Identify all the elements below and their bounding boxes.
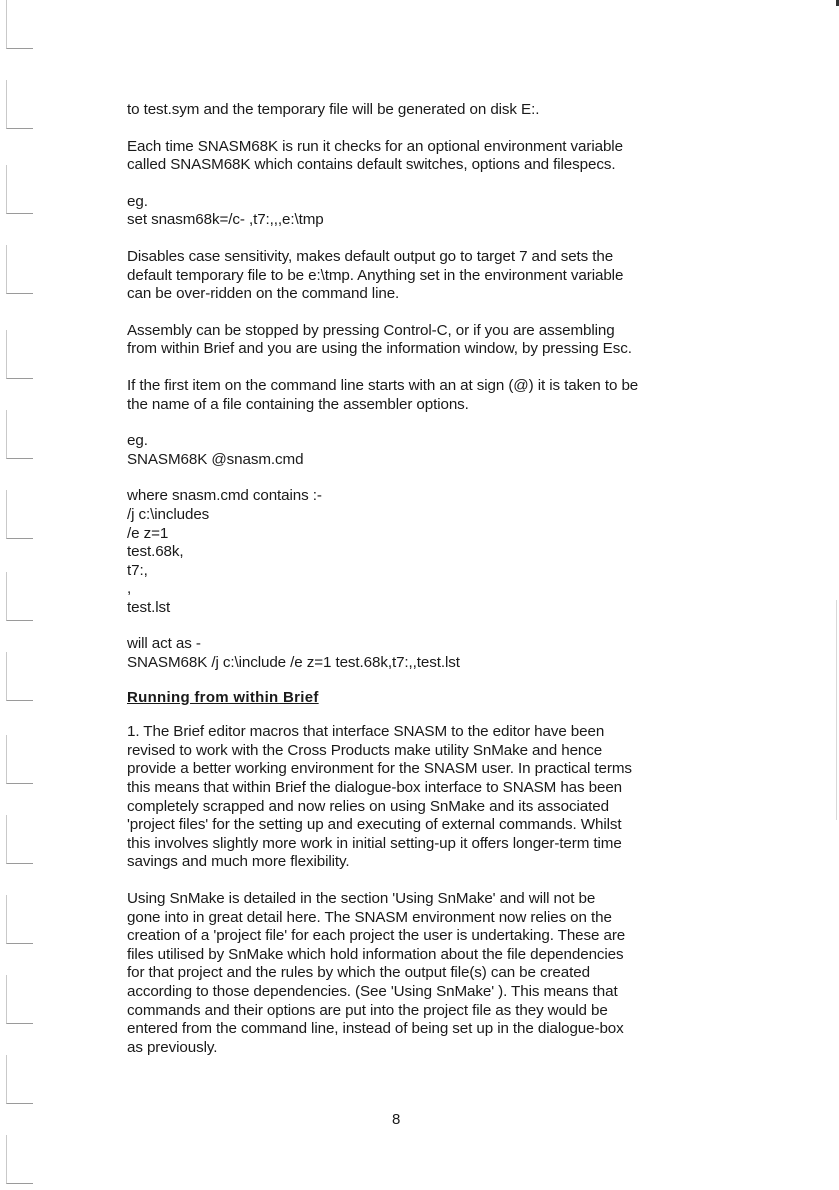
binding-mark <box>6 490 33 539</box>
binding-mark <box>6 80 33 129</box>
page-edge-line <box>836 600 837 820</box>
paragraph: Each time SNASM68K is run it checks for an optional environment variable called SNASM68K which contains default switches, options and filespecs. <box>127 137 623 174</box>
binding-mark <box>6 652 33 701</box>
code-example: eg. set snasm68k=/c- ,t7:,,,e:\tmp <box>127 192 324 229</box>
binding-mark <box>6 330 33 379</box>
binding-mark <box>6 245 33 294</box>
binding-mark <box>6 815 33 864</box>
paragraph: to test.sym and the temporary file will be generated on disk E:. <box>127 101 540 118</box>
paragraph: Using SnMake is detailed in the section 'Using SnMake' and will not be gone into in great detail here. The SNASM environment now relies on the creation of a 'project file' for each project the user is undertaking. These are files utilised by SnMake which hold information about the file dependencies for that project and the rules by which the output file(s) can be created according to those dependencies. (See 'Using SnMake' ). This means that commands and their options are put into the project file as they would be entered from the command line, instead of being set up in the dialogue-box as previously. <box>127 890 626 1056</box>
document-body <box>127 101 727 1057</box>
binding-mark <box>6 975 33 1024</box>
paragraph: Assembly can be stopped by pressing Control-C, or if you are assembling from within Brief and you are using the information window, by pressing Esc. <box>127 321 632 358</box>
code-example: eg. SNASM68K @snasm.cmd <box>127 432 304 468</box>
binding-mark <box>6 735 33 784</box>
code-example: where snasm.cmd contains :- /j c:\includes /e z=1 test.68k, t7:, , test.lst <box>127 487 322 616</box>
binding-mark <box>6 165 33 214</box>
binding-mark <box>6 895 33 944</box>
binding-margin <box>0 0 40 1190</box>
section-heading: Running from within Brief <box>127 688 319 706</box>
paragraph: 1. The Brief editor macros that interface SNASM to the editor have been revised to work with the Cross Products make utility SnMake and hence provide a better working environment for the SNASM user. In practical terms this means that within Brief the dialogue-box interface to SNASM has been completely scrapped and now relies on using SnMake and its associated 'project files' for the setting up and executing of external commands. Whilst this involves slightly more work in initial setting-up it offers longer-term time savings and much more flexibility. <box>127 723 632 871</box>
binding-mark <box>6 0 33 49</box>
binding-mark <box>6 1055 33 1104</box>
page-number: 8 <box>392 1111 401 1128</box>
binding-mark <box>6 410 33 459</box>
binding-mark <box>6 572 33 621</box>
binding-mark <box>6 1135 33 1184</box>
paragraph: If the first item on the command line starts with an at sign (@) it is taken to be the name of a file containing the assembler options. <box>127 376 639 413</box>
paragraph: Disables case sensitivity, makes default output go to target 7 and sets the default temporary file to be e:\tmp. Anything set in the environment variable can be over-ridden on the command line. <box>127 247 624 303</box>
code-example: will act as - SNASM68K /j c:\include /e z=1 test.68k,t7:,,test.lst <box>127 635 460 672</box>
